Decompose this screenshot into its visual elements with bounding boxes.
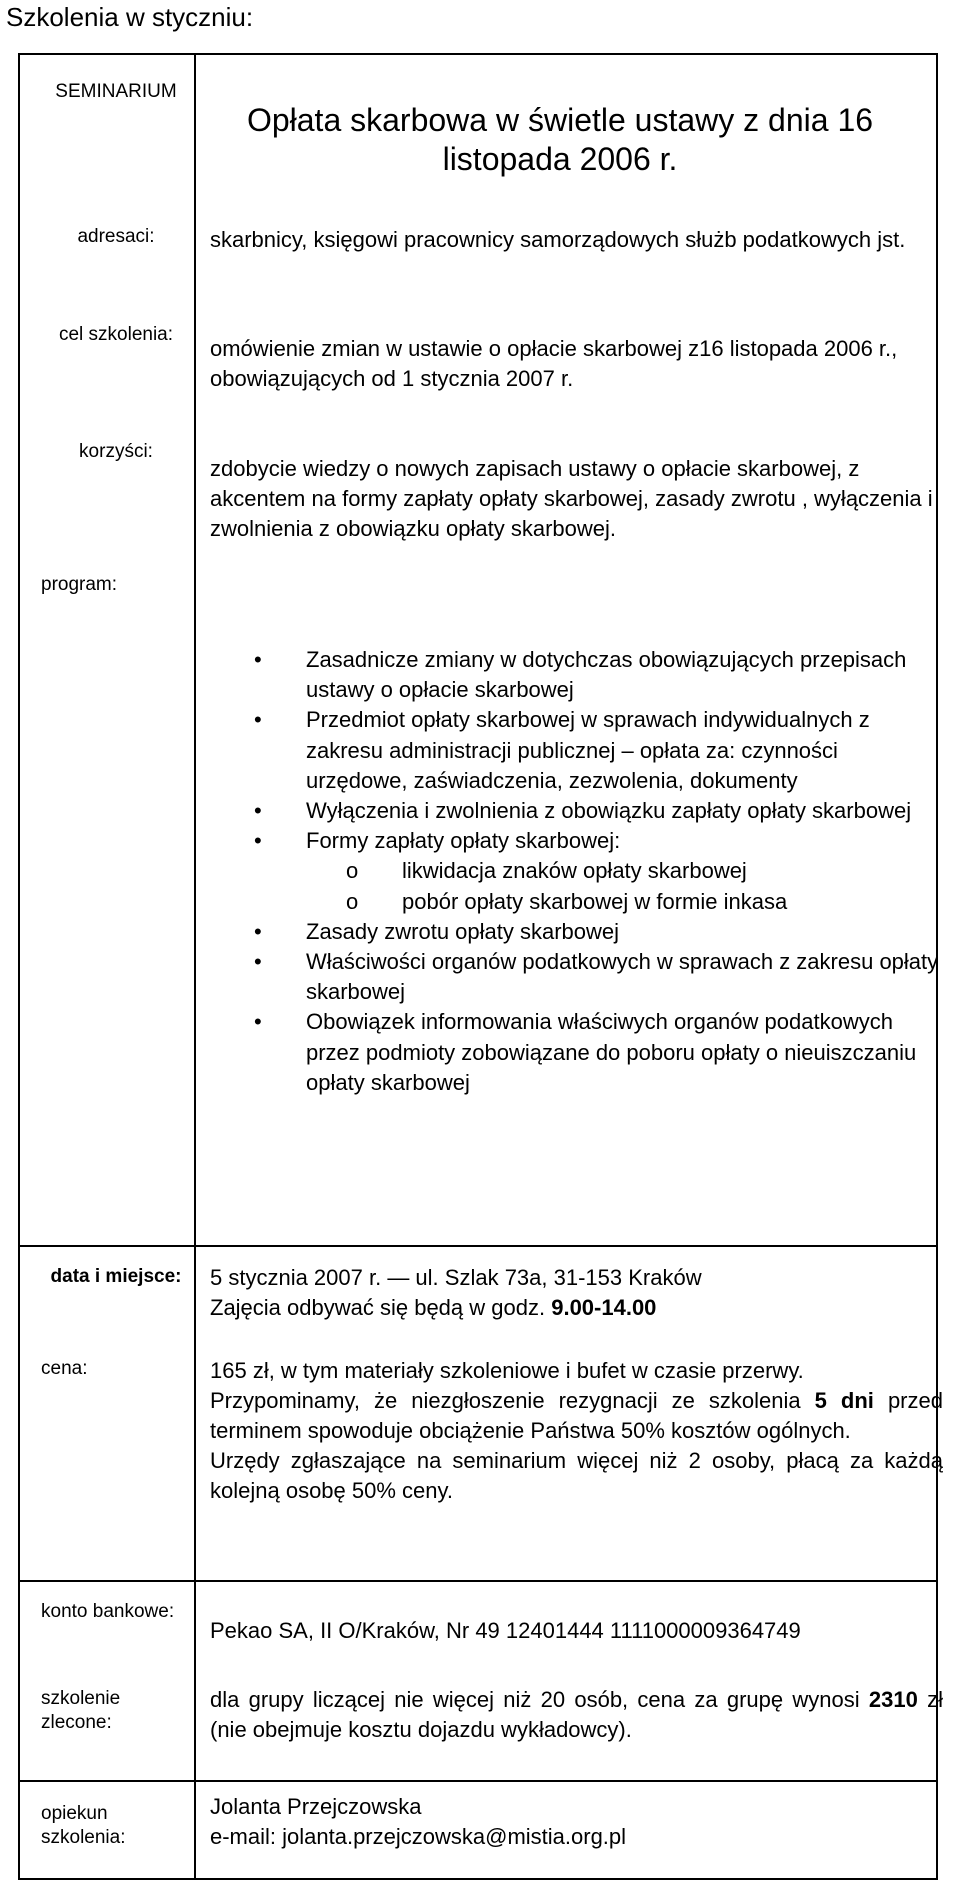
cancellation-deadline: 5 dni — [814, 1388, 874, 1413]
supervisor-email: e-mail: jolanta.przejczowska@mistia.org.pl — [210, 1824, 627, 1849]
cancellation-text-b: przed terminem spowoduje obciążenie Państwa 50% kosztów ogólnych. — [210, 1388, 943, 1443]
addressees-text: skarbnicy, księgowi pracownicy samorządowych służb podatkowych jst. — [210, 227, 906, 252]
price-text — [210, 1356, 943, 1506]
supervisor-name: Jolanta Przejczowska — [210, 1794, 422, 1819]
date-place-text — [210, 1263, 945, 1323]
program-label: program: — [41, 574, 118, 595]
hours-value: 9.00-14.00 — [551, 1295, 657, 1320]
page-heading: Szkolenia w styczniu: — [6, 2, 254, 32]
row-divider — [20, 1780, 936, 1782]
group-discount: Urzędy zgłaszające na seminarium więcej niż 2 osoby, płacą za każdą kolejną osobę 50% ceny. — [210, 1448, 943, 1503]
program-item: • Przedmiot opłaty skarbowej w sprawach indywidualnych z zakresu administracji publicznej – opłata za: czynności urzędowe, zaświadczenia, zezwolenia, dokumenty — [210, 705, 945, 796]
program-sub-item-text: likwidacja znaków opłaty skarbowej — [402, 858, 747, 884]
commissioned-text-a: dla grupy liczącej nie więcej niż 20 osób, cena za grupę wynosi — [210, 1687, 860, 1712]
hours-prefix: Zajęcia odbywać się będą w godz. — [210, 1295, 546, 1320]
program-item: • Obowiązek informowania właściwych organów podatkowych przez podmioty zobowiązane do poboru opłaty o nieuiszczaniu opłaty skarbowej — [210, 1007, 945, 1098]
commissioned-training-label: szkolenie zlecone: — [41, 1688, 121, 1733]
bank-account-label: konto bankowe: — [41, 1601, 175, 1622]
sub-bullet-marker: o — [346, 858, 359, 884]
sub-bullet-marker: o — [346, 888, 359, 914]
supervisor-text — [210, 1792, 945, 1852]
program-item-text: Formy zapłaty opłaty skarbowej: — [306, 828, 621, 854]
price-label: cena: — [41, 1358, 88, 1379]
session-hours — [210, 1293, 945, 1323]
date-place-label: data i miejsce: — [50, 1266, 182, 1287]
cancellation-notice — [210, 1386, 943, 1446]
program-list — [210, 645, 945, 1098]
supervisor-label: opiekun szkolenia: — [41, 1803, 126, 1848]
program-item: • Zasadnicze zmiany w dotychczas obowiązujących przepisach ustawy o opłacie skarbowej — [210, 645, 945, 705]
seminar-title: Opłata skarbowa w świetle ustawy z dnia 16 listopada 2006 r. — [246, 102, 874, 177]
date-location: 5 stycznia 2007 r. — ul. Szlak 73a, 31-153 Kraków — [210, 1265, 702, 1290]
program-item: • Zasady zwrotu opłaty skarbowej — [210, 917, 945, 947]
goal-label: cel szkolenia: — [58, 324, 174, 345]
program-item — [210, 826, 945, 917]
row-divider — [20, 1245, 936, 1247]
commissioned-training-text — [210, 1685, 943, 1745]
program-sub-item — [306, 856, 945, 886]
price-info: 165 zł, w tym materiały szkoleniowe i bufet w czasie przerwy. — [210, 1358, 804, 1383]
group-price: 2310 — [868, 1687, 918, 1712]
bank-account-text: Pekao SA, II O/Kraków, Nr 49 12401444 1111000009364749 — [210, 1618, 801, 1643]
row-divider — [20, 1580, 936, 1582]
program-sub-item-text: pobór opłaty skarbowej w formie inkasa — [402, 888, 788, 914]
addressees-label: adresaci: — [77, 226, 155, 247]
goal-text: omówienie zmian w ustawie o opłacie skarbowej z16 listopada 2006 r., obowiązujących od 1 stycznia 2007 r. — [210, 336, 898, 391]
benefits-text: zdobycie wiedzy o nowych zapisach ustawy o opłacie skarbowej, z akcentem na formy zapłaty opłaty skarbowej, zasady zwrotu , wyłączenia i zwolnienia z obowiązku opłaty skarbowej. — [210, 456, 933, 541]
column-divider — [194, 55, 196, 1878]
commissioned-text-b: zł (nie obejmuje kosztu dojazdu wykładowcy). — [210, 1687, 943, 1742]
program-sub-item — [306, 887, 945, 917]
seminar-label: SEMINARIUM — [55, 81, 177, 102]
program-item: • Wyłączenia i zwolnienia z obowiązku zapłaty opłaty skarbowej — [210, 796, 945, 826]
program-item: • Właściwości organów podatkowych w sprawach z zakresu opłaty skarbowej — [210, 947, 945, 1007]
benefits-label: korzyści: — [79, 441, 153, 462]
cancellation-text-a: Przypominamy, że niezgłoszenie rezygnacji ze szkolenia — [210, 1388, 801, 1413]
